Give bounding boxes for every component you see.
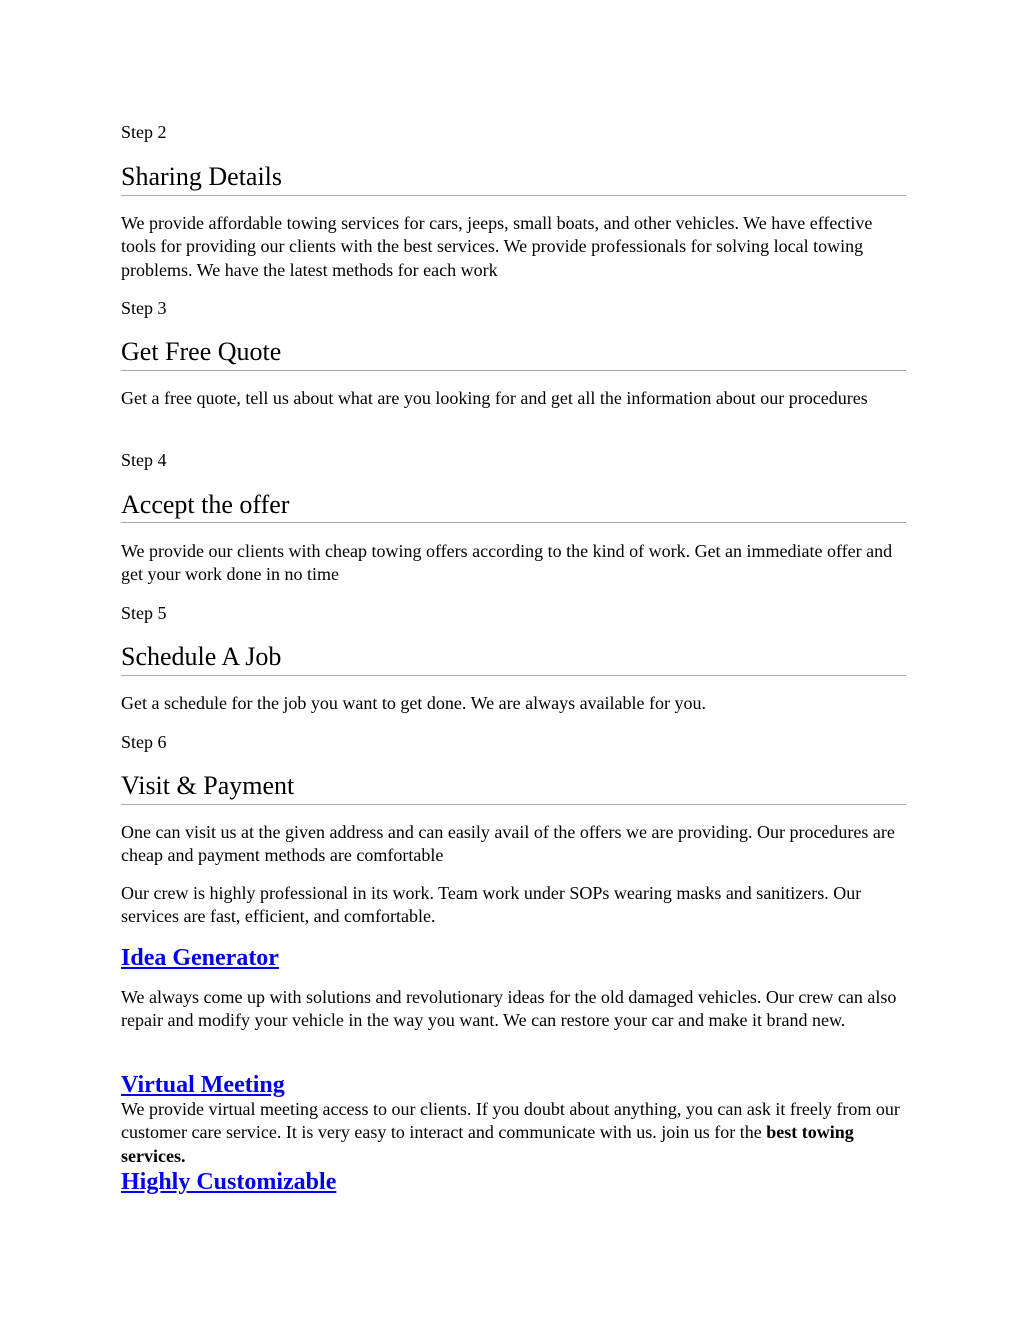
step-label: Step 4 — [121, 450, 167, 470]
step-label: Step 5 — [121, 603, 167, 623]
section-divider — [121, 195, 906, 196]
step-label: Step 6 — [121, 732, 167, 752]
section-body: Get a free quote, tell us about what are you looking for and get all the information about our procedures — [121, 388, 868, 408]
section-divider — [121, 370, 906, 371]
section-divider — [121, 675, 906, 676]
idea-generator-link[interactable]: Idea Generator — [121, 945, 279, 971]
step-label: Step 3 — [121, 298, 167, 318]
section-divider — [121, 804, 906, 805]
idea-generator-body: We always come up with solutions and revolutionary ideas for the old damaged vehicles. Our crew can also repair and modify your vehicle in the way you want. We can restore your car and make it brand new. — [121, 987, 897, 1031]
highly-customizable-link[interactable]: Highly Customizable — [121, 1169, 337, 1195]
virtual-meeting-body-text: We provide virtual meeting access to our clients. If you doubt about anything, you can ask it freely from our customer care service. It is very easy to interact and communicate with us. join us for the — [121, 1099, 900, 1143]
section-title: Schedule A Job — [121, 642, 282, 671]
section-title: Accept the offer — [121, 490, 290, 519]
virtual-meeting-body — [121, 1098, 906, 1168]
section-title: Visit & Payment — [121, 771, 295, 800]
section-body: We provide our clients with cheap towing offers according to the kind of work. Get an immediate offer and get your work done in no time — [121, 541, 893, 585]
section-body: Get a schedule for the job you want to get done. We are always available for you. — [121, 693, 707, 713]
section-title: Sharing Details — [121, 162, 283, 191]
section-divider — [121, 522, 906, 523]
best-towing-services-text: best towing services. — [121, 1122, 854, 1166]
step-label: Step 2 — [121, 122, 167, 142]
section-body: One can visit us at the given address and can easily avail of the offers we are providing. Our procedures are cheap and payment methods are comfortable — [121, 822, 895, 866]
virtual-meeting-link[interactable]: Virtual Meeting — [121, 1072, 285, 1098]
section-body: We provide affordable towing services for cars, jeeps, small boats, and other vehicles. We have effective tools for providing our clients with the best services. We provide professionals for solving local towing problems. We have the latest methods for each work — [121, 213, 873, 280]
section-title: Get Free Quote — [121, 337, 282, 366]
crew-paragraph: Our crew is highly professional in its work. Team work under SOPs wearing masks and sanitizers. Our services are fast, efficient, and comfortable. — [121, 883, 862, 927]
